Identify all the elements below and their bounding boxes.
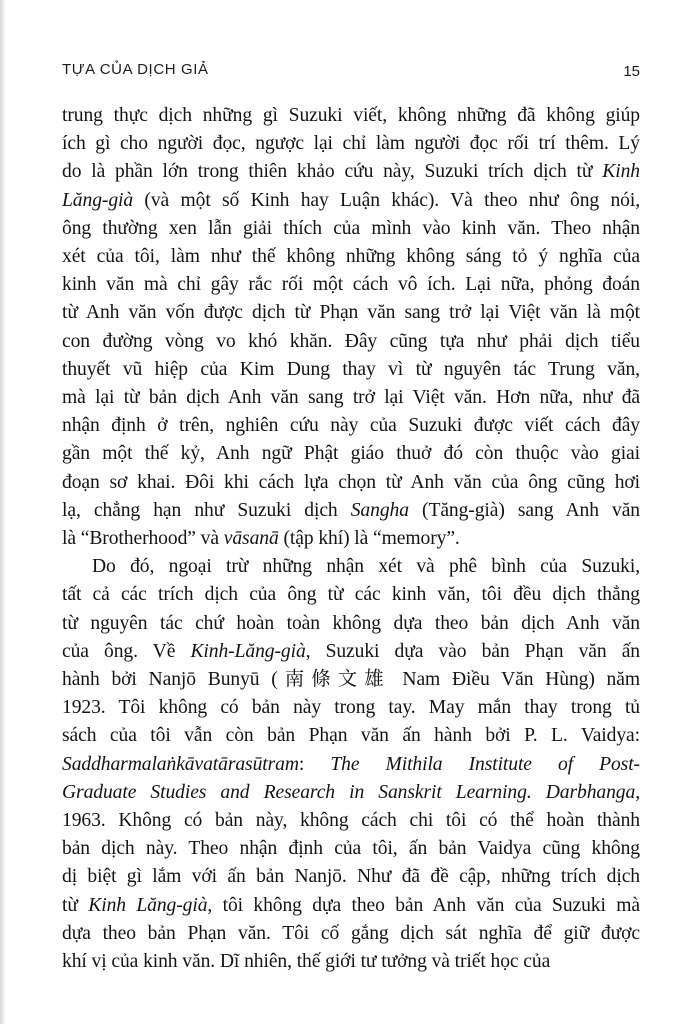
text-run: 1923. Tôi không có bản này trong tay. May mắn thay trong tủ [62,697,640,719]
text-run: dị biệt gì lắm với ấn bản Nanjō. Như đã đề cập, những trích dịch [62,866,640,888]
text-run: mà lại từ bản dịch Anh văn sang trở lại Việt văn. Hơn nữa, như đã [62,387,640,409]
paragraph-1 [62,102,640,553]
italic-term: Kinh-Lăng-già [190,640,306,662]
text-line [62,779,640,807]
text-line [62,497,640,525]
text-line [62,158,640,186]
text-run: do là phần lớn trong thiên khảo cứu này, Suzuki trích dịch từ [62,161,603,183]
text-line [62,271,640,299]
italic-term: Kinh [602,161,640,183]
text-run: con đường vòng vo khó khăn. Đây cũng tựa như phải dịch tiểu [62,330,640,352]
text-run: trung thực dịch những gì Suzuki viết, không những đã không giúp [62,105,640,126]
italic-term: Graduate Studies and Research in Sanskrit Learning. Darbhanga [62,781,636,803]
body-text [62,102,640,976]
scan-edge-shadow [0,0,6,1024]
text-line [62,694,640,722]
text-line [62,581,640,609]
text-line [62,440,640,468]
text-line [62,243,640,271]
italic-term: Lăng-già [62,189,134,211]
text-run: kinh văn mà chỉ gây rắc rối một cách vô ích. Lại nữa, phỏng đoán [62,274,640,296]
text-line [62,187,640,215]
text-run: dựa theo bản Phạn văn. Tôi cố gắng dịch sát nghĩa để giữ được [62,922,640,944]
text-run: xét của tôi, làm như thế không những không sáng tỏ ý nghĩa của [62,246,640,268]
page-number: 15 [623,63,640,80]
text-run: , Suzuki dựa vào bản Phạn văn ấn [305,640,640,662]
text-run: bản dịch này. Theo nhận định của tôi, ấn bản Vaidya cũng không [62,838,640,860]
text-run: nhận định ở trên, nghiên cứu này của Suzuki được viết cách đây [62,415,640,437]
paragraph-2 [62,553,640,976]
text-run: từ [62,894,89,916]
text-run: Do đó, ngoại trừ những nhận xét và phê bình của Suzuki, [92,556,640,578]
text-line [62,807,640,835]
text-run: , tôi không dựa theo bản Anh văn của Suzuki mà [207,894,640,916]
text-run: , [635,781,640,803]
text-line [62,469,640,497]
running-head: TỰA CỦA DỊCH GIẢ [62,61,209,78]
text-run: thuyết vũ hiệp của Kim Dung thay vì từ nguyên tác Trung văn, [62,358,640,380]
text-run: lạ, chẳng hạn như Suzuki dịch [62,499,351,521]
text-run: : [298,753,331,775]
text-line [62,356,640,384]
text-run: là “Brotherhood” và [62,528,224,550]
text-line [62,638,640,666]
italic-term: vāsanā [223,528,279,550]
text-run: 1963. Không có bản này, không cách chi tôi có thể hoàn thành [62,810,640,832]
text-run: của ông. Về [62,640,191,662]
text-line [62,666,640,694]
italic-term: Saddharmalaṅkāvatārasūtram [62,753,299,775]
text-run: hành bởi Nanjō Bunyū (南條文雄 Nam Điều Văn Hùng) năm [62,669,640,691]
text-run: khí vị của kinh văn. Dĩ nhiên, thế giới tư tưởng và triết học của [62,951,551,973]
text-run: ích gì cho người đọc, ngược lại chỉ làm người đọc rối trí thêm. Lý [62,133,640,155]
text-line [62,948,640,976]
text-run: tất cả các trích dịch của ông từ các kinh văn, tôi đều dịch thẳng [62,584,640,606]
text-line [62,130,640,158]
text-line [62,328,640,356]
text-run: đoạn sơ khai. Đôi khi cách lựa chọn từ Anh văn của ông cũng hơi [62,471,640,493]
text-line [62,835,640,863]
text-run: ông thường xen lẫn giải thích của mình vào kinh văn. Theo nhận [62,217,640,239]
text-line [62,102,640,130]
italic-term: Kinh Lăng-già [88,894,208,916]
text-run: gần một thế kỷ, Anh ngữ Phật giáo thuở đó còn thuộc vào giai [62,443,640,465]
text-line [62,553,640,581]
text-run: (và một số Kinh hay Luận khác). Và theo như ông nói, [133,189,640,211]
text-run: từ Anh văn vốn được dịch từ Phạn văn sang trở lại Việt văn là một [62,302,640,324]
text-line [62,610,640,638]
page-header [62,59,640,83]
text-line [62,892,640,920]
text-line [62,863,640,891]
text-line [62,215,640,243]
italic-term: The Mithila Institute of Post- [330,753,640,775]
text-line [62,920,640,948]
text-run: (tập khí) là “memory”. [278,528,460,550]
italic-term: Sangha [350,499,409,521]
text-run: (Tăng-già) sang Anh văn [408,499,640,521]
text-line [62,751,640,779]
text-line [62,384,640,412]
text-line [62,525,640,553]
text-line [62,412,640,440]
text-line [62,722,640,750]
text-line [62,299,640,327]
text-run: từ nguyên tác chứ hoàn toàn không dựa theo bản dịch Anh văn [62,612,640,634]
text-run: sách của tôi vẫn còn bản Phạn văn ấn hành bởi P. L. Vaidya: [62,725,640,747]
